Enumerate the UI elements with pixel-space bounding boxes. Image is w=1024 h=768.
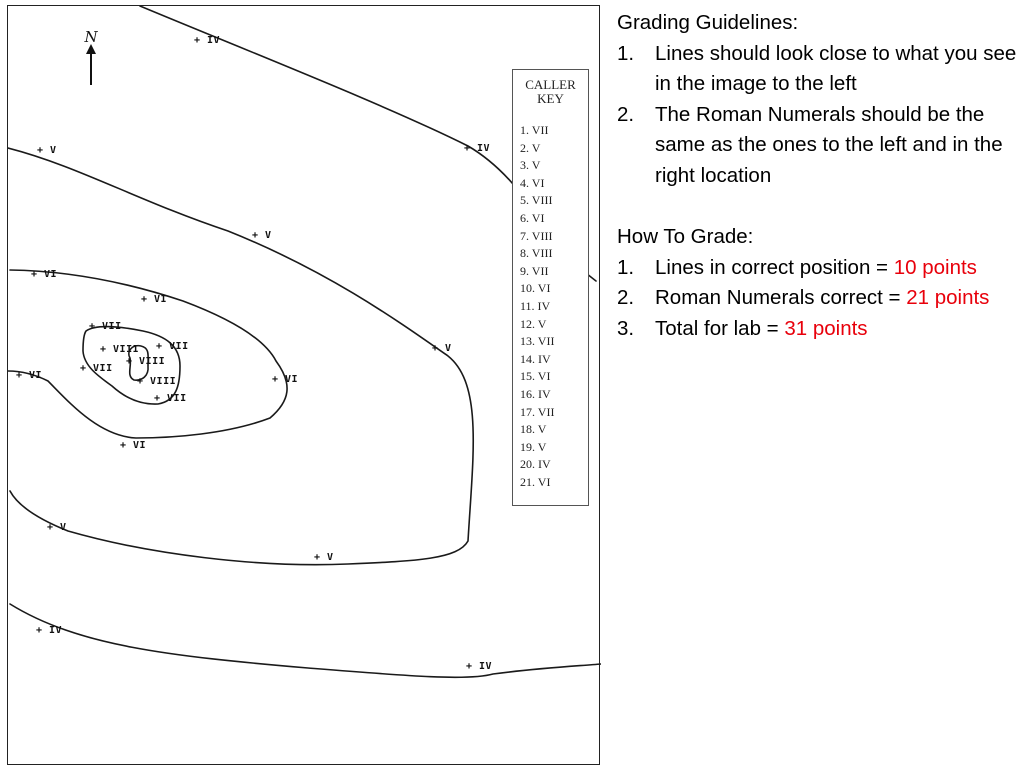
caller-key-entry: 6. VI [520,210,545,225]
caller-key-entry: 19. V [520,439,547,454]
north-arrow [81,28,101,88]
howto-item [617,283,1017,314]
guideline-item [617,100,1017,192]
observation-marker: + IV [194,35,221,46]
observation-marker: + VII [156,341,189,352]
observation-marker: + VI [16,370,43,381]
howto-text: Roman Numerals correct = [655,286,907,309]
guidelines-list [617,39,1017,192]
caller-key-title-line1: CALLER [525,77,576,92]
isoseismal-line-v-upper [8,148,473,565]
caller-key-entry: 2. V [520,140,541,155]
howto-item [617,253,1017,284]
caller-key-entry: 16. IV [520,386,551,401]
observation-marker: + IV [36,625,63,636]
caller-key-entry: 15. VI [520,369,551,384]
guideline-item [617,39,1017,100]
howto-number: 2. [617,286,635,309]
howto-text: Lines in correct position = [655,255,894,279]
caller-key-entry: 4. VI [520,175,545,190]
observation-marker: + IV [466,661,493,672]
observation-marker: + V [47,522,67,533]
caller-key-entry: 20. IV [520,457,551,472]
observation-marker: + VI [120,440,147,451]
caller-key-entry: 17. VII [520,404,555,419]
caller-key-entry: 1. VII [520,123,549,137]
observation-marker: + VI [31,269,58,280]
observation-marker: + VI [141,294,168,305]
guideline-number: 2. [617,102,635,126]
caller-key-entry: 9. VII [520,263,549,278]
observation-marker: + VII [89,321,122,332]
caller-key-entry: 10. VI [520,281,551,296]
observation-marker: + V [314,552,334,563]
guidelines-heading: Grading Guidelines: [617,11,799,34]
caller-key-entry: 8. VIII [520,246,553,261]
howto-points: 10 points [893,255,977,279]
howto-number: 1. [617,255,635,279]
observation-marker: + VII [154,393,187,404]
howto-list [617,253,1017,345]
observation-marker: + VIII [126,356,166,367]
caller-key-list [520,122,588,491]
guideline-text: Lines should look close to what you see in the image to the left [655,41,1017,95]
guideline-text: The Roman Numerals should be the same as the ones to the left and in the right location [655,102,1003,187]
observation-marker: + VIII [137,376,177,387]
observation-marker: + VIII [100,344,140,355]
caller-key-entry: 18. V [520,422,547,437]
caller-key-title [513,78,588,106]
caller-key-entry: 3. V [520,158,541,173]
howto-heading: How To Grade: [617,225,754,248]
caller-key-entry: 13. VII [520,334,555,349]
caller-key-entry: 5. VIII [520,193,553,208]
observation-marker: + V [37,145,57,156]
caller-key-entry: 7. VIII [520,228,553,243]
caller-key-entry: 12. V [520,316,547,331]
caller-key [512,69,589,506]
observation-marker: + IV [464,143,491,154]
howto-points: 31 points [784,316,868,340]
isoseismal-map [7,5,600,765]
caller-key-entry: 14. IV [520,351,551,366]
grading-notes [617,8,1017,344]
observation-marker: + V [252,230,272,241]
caller-key-title-line2: KEY [537,91,564,106]
howto-points: 21 points [906,286,990,309]
observation-marker: + V [432,343,452,354]
caller-key-entry: 11. IV [520,298,551,313]
observation-marker: + VI [272,374,299,385]
observation-marker: + VII [80,363,113,374]
howto-number: 3. [617,316,635,340]
howto-item [617,314,1017,345]
caller-key-entry: 21. VI [520,474,551,489]
howto-text: Total for lab = [655,316,785,340]
north-letter: N [84,28,98,46]
north-arrow-stem [90,52,92,85]
guideline-number: 1. [617,41,635,65]
isoseismal-line-iv-lower [10,604,601,677]
